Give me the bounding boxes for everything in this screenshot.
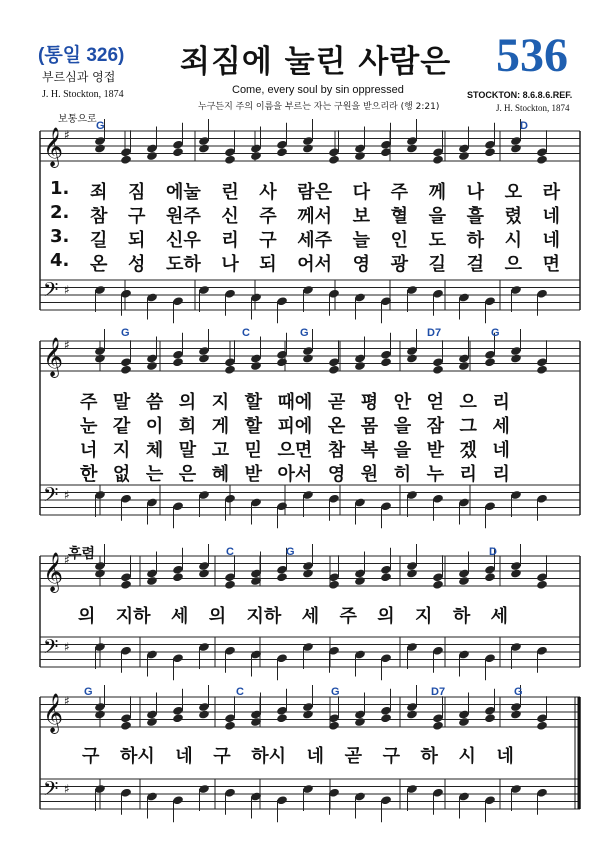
chord-symbol: G [84, 686, 93, 698]
note-head [172, 572, 184, 582]
lyric-line-verse-2: 2. 참 구 원주 신 주 께서 보 혈 을 흘 렸 네 [50, 202, 560, 227]
note-head [120, 365, 132, 375]
chord-symbol: C [242, 327, 250, 339]
note-head [484, 572, 496, 582]
note-head [120, 721, 132, 731]
note-head [510, 143, 522, 153]
note-head [510, 568, 522, 578]
note-head [536, 365, 548, 375]
note-head [484, 357, 496, 367]
treble-clef-icon: 𝄞 [43, 693, 64, 733]
note-head [146, 717, 158, 727]
note-head [198, 143, 210, 153]
note-head [328, 365, 340, 375]
note-head [458, 576, 470, 586]
key-sharp-icon: ♯ [64, 553, 70, 567]
lyric-line-verse-4: 4. 온 성 도하 나 되 어서 영 광 길 걸 으 면 [50, 250, 560, 275]
key-sharp-icon: ♯ [64, 283, 70, 297]
note-head [354, 717, 366, 727]
hymn-number: 536 [496, 29, 568, 82]
tempo-marking: 보통으로 [58, 114, 97, 125]
key-sharp-icon: ♯ [64, 488, 70, 502]
lyric-line-verse-3: 3. 길 되 신우 리 구 세주 늘 인 도 하 시 네 [50, 226, 560, 251]
note-head [510, 709, 522, 719]
treble-clef-icon: 𝄞 [43, 127, 64, 167]
note-head [484, 713, 496, 723]
note-head [432, 365, 444, 375]
note-head [146, 151, 158, 161]
note-head [406, 353, 418, 363]
chord-symbol: G [286, 546, 295, 558]
note-head [120, 580, 132, 590]
note-head [432, 721, 444, 731]
bass-clef-icon: 𝄢 [43, 278, 59, 306]
treble-clef-icon: 𝄞 [43, 337, 64, 377]
hymn-category: 부르심과 영접 [42, 70, 116, 84]
chorus-label: 후렴 [68, 546, 96, 562]
bass-clef-icon: 𝄢 [43, 777, 59, 805]
bass-clef-icon: 𝄢 [43, 483, 59, 511]
note-head [172, 713, 184, 723]
note-head [406, 709, 418, 719]
key-sharp-icon: ♯ [64, 640, 70, 654]
note-head [198, 709, 210, 719]
key-sharp-icon: ♯ [64, 338, 70, 352]
english-title: Come, every soul by sin oppressed [232, 84, 404, 96]
note-head [198, 568, 210, 578]
chord-symbol: C [236, 686, 244, 698]
scripture-verse: 누구든지 주의 이름을 부르는 자는 구원을 받으리라 (행 2:21) [198, 102, 440, 112]
chord-symbol: D [489, 546, 497, 558]
note-head [172, 147, 184, 157]
note-head [510, 353, 522, 363]
note-head [302, 568, 314, 578]
note-head [120, 155, 132, 165]
chord-symbol: G [121, 327, 130, 339]
chord-symbol: D7 [431, 686, 446, 698]
note-head [250, 151, 262, 161]
note-head [354, 361, 366, 371]
note-head [146, 576, 158, 586]
note-head [380, 713, 392, 723]
note-head [484, 147, 496, 157]
key-sharp-icon: ♯ [64, 694, 70, 708]
note-head [380, 357, 392, 367]
note-head [536, 580, 548, 590]
lyric-line-verse-1: 1. 죄 짐 에눌 린 사 람은 다 주 께 나 오 라 [50, 178, 560, 203]
chord-symbol: G [96, 120, 105, 132]
chord-symbol: G [331, 686, 340, 698]
hymn-title: 죄짐에 눌린 사람은 [180, 44, 452, 80]
lyric-line-verse-3: 너 지 체 말 고 믿 으면 참 복 을 받 겠 네 [80, 440, 510, 461]
chord-symbol: D [520, 120, 528, 132]
chord-symbol: D7 [427, 327, 442, 339]
note-head [432, 580, 444, 590]
key-sharp-icon: ♯ [64, 128, 70, 142]
chord-symbol: G [300, 327, 309, 339]
note-head [432, 155, 444, 165]
note-head [94, 353, 106, 363]
note-head [354, 151, 366, 161]
note-head [172, 357, 184, 367]
note-head [250, 361, 262, 371]
bass-clef-icon: 𝄢 [43, 635, 59, 663]
lyric-line-verse-2: 눈 같 이 희 게 할 피에 온 몸 을 잠 그 세 [80, 416, 510, 437]
note-head [458, 151, 470, 161]
note-head [224, 365, 236, 375]
lyric-line-verse-1: 주 말 씀 의 지 할 때에 곧 평 안 얻 으 리 [80, 392, 510, 413]
note-head [198, 353, 210, 363]
note-head [276, 713, 288, 723]
lyric-line-refrain: 구 하시 네 구 하시 네 곧 구 하 시 네 [82, 746, 514, 767]
note-head [302, 709, 314, 719]
note-head [302, 143, 314, 153]
tune-name: STOCKTON: 8.6.8.6.REF. [467, 90, 573, 100]
key-sharp-icon: ♯ [64, 782, 70, 796]
lyric-line-refrain: 의 지하 세 의 지하 세 주 의 지 하 세 [78, 606, 508, 627]
arranger-credit: J. H. Stockton, 1874 [496, 103, 570, 113]
note-head [536, 721, 548, 731]
note-head [328, 155, 340, 165]
chord-symbol: C [226, 546, 234, 558]
note-head [224, 155, 236, 165]
note-head [458, 361, 470, 371]
note-head [94, 709, 106, 719]
note-head [406, 143, 418, 153]
note-head [94, 143, 106, 153]
note-head [458, 717, 470, 727]
chord-symbol: G [514, 686, 523, 698]
chord-symbol: G [491, 327, 500, 339]
note-head [276, 572, 288, 582]
note-head [536, 155, 548, 165]
note-head [224, 721, 236, 731]
treble-clef-icon: 𝄞 [43, 552, 64, 592]
note-head [406, 568, 418, 578]
lyric-line-verse-4: 한 없 는 은 혜 받 아서 영 원 히 누 리 리 [80, 464, 510, 485]
note-head [146, 361, 158, 371]
note-head [276, 357, 288, 367]
note-head [302, 353, 314, 363]
note-head [94, 568, 106, 578]
note-head [276, 147, 288, 157]
note-head [224, 580, 236, 590]
note-head [380, 572, 392, 582]
note-head [354, 576, 366, 586]
composer-credit: J. H. Stockton, 1874 [42, 89, 124, 100]
old-hymn-number: (통일 326) [38, 45, 125, 66]
